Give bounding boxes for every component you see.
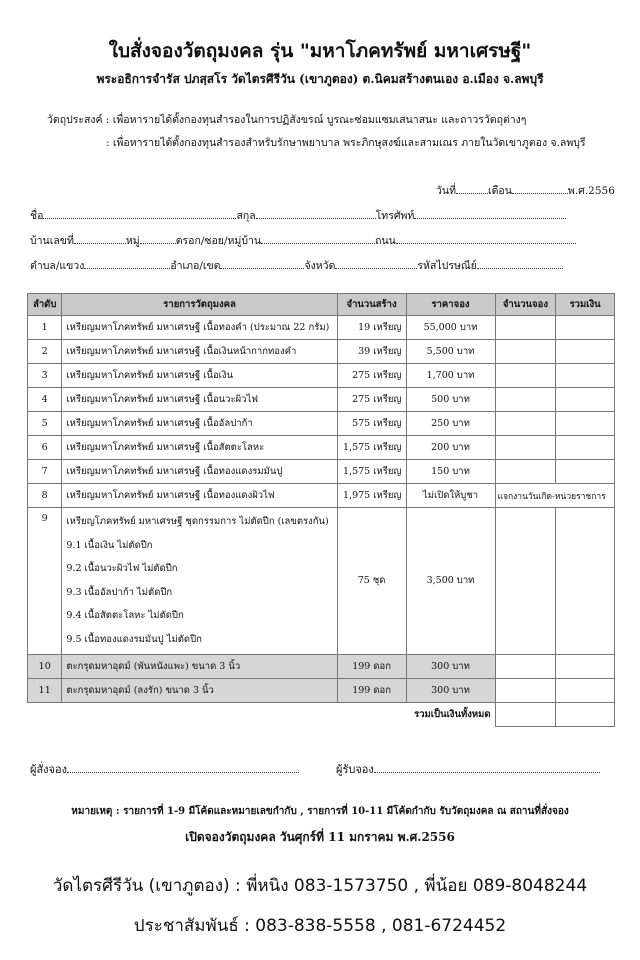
row-price: 1,700 บาท: [406, 364, 495, 388]
row-order-qty[interactable]: [495, 678, 556, 702]
row-order-qty[interactable]: [495, 316, 556, 340]
row-no: 3: [28, 364, 62, 388]
name-label: ชื่อ: [30, 210, 44, 222]
table-row: [28, 460, 615, 484]
row-price: 300 บาท: [406, 654, 495, 678]
row-amount[interactable]: [556, 412, 615, 436]
orderer-field[interactable]: [67, 763, 299, 773]
row-amount[interactable]: [556, 460, 615, 484]
row-order-qty[interactable]: [495, 460, 556, 484]
name-field[interactable]: [43, 209, 236, 219]
surname-label: สกุล: [236, 210, 256, 222]
month-label: เดือน: [488, 185, 512, 197]
house-label: บ้านเลขที่: [30, 235, 74, 247]
table-row: [28, 654, 615, 678]
moo-label: หมู่: [125, 235, 140, 247]
temple-subtitle: พระอธิการจำรัส ปภสฺสโร วัดไตรศีรีวัน (เขาภูตอง) ต.นิคมสร้างตนเอง อ.เมือง จ.ลพบุรี: [96, 72, 544, 86]
receiver-field[interactable]: [374, 763, 600, 773]
row-order-qty[interactable]: [495, 654, 556, 678]
sub-item: 9.5 เนื้อทองแดงรมมันปู ไม่ตัดปีก: [66, 633, 202, 645]
phone-field[interactable]: [414, 209, 566, 219]
province-field[interactable]: [335, 259, 417, 269]
row-price: 3,500 บาท: [406, 508, 495, 655]
row-item: เหรียญโภคทรัพย์ มหาเศรษฐี ชุดกรรมการ ไม่ตัดปีก (เลขตรงกัน): [66, 516, 329, 527]
row-item: ตะกรุดมหาอุดม์ (ลงรัก) ขนาด 3 นิ้ว: [62, 678, 337, 702]
opening-date: เปิดจองวัตถุมงคล วันศุกร์ที่ 11 มกราคม พ.ศ.2556: [185, 830, 455, 844]
house-field[interactable]: [74, 234, 126, 244]
row-price: ไม่เปิดให้บูชา: [406, 484, 495, 508]
month-field[interactable]: [512, 184, 568, 194]
row-qty: 39 เหรียญ: [337, 340, 406, 364]
objective-text-1: เพื่อหารายได้ตั้งกองทุนสำรองในการปฏิสังขรณ์ บูรณะซ่อมแซมเสนาสนะ และถาวรวัตถุต่างๆ: [112, 114, 527, 126]
row-qty: 19 เหรียญ: [337, 316, 406, 340]
row-amount[interactable]: [556, 364, 615, 388]
sub-item: 9.4 เนื้อสัตตะโลหะ ไม่ตัดปีก: [66, 610, 184, 622]
row-no: 2: [28, 340, 62, 364]
row-item: เหรียญมหาโภคทรัพย์ มหาเศรษฐี เนื้อทองแดงรมมันปู: [62, 460, 337, 484]
receiver-signature: [336, 760, 600, 778]
row-qty: 199 ดอก: [337, 654, 406, 678]
objective-line-2: [106, 134, 586, 151]
row-no: 7: [28, 460, 62, 484]
row-amount[interactable]: [556, 678, 615, 702]
row-order-qty[interactable]: [495, 508, 556, 655]
table-row: [28, 340, 615, 364]
row-no: 1: [28, 316, 62, 340]
road-label: ถนน: [375, 235, 396, 247]
row-note: แจกงานวันเกิด-หน่วยราชการ: [495, 484, 614, 508]
row-no: 5: [28, 412, 62, 436]
row-price: 500 บาท: [406, 388, 495, 412]
row-qty: 199 ดอก: [337, 678, 406, 702]
row-no: 11: [28, 678, 62, 702]
row-no: 10: [28, 654, 62, 678]
table-row: [28, 484, 615, 508]
header-price: ราคาจอง: [406, 294, 495, 316]
table-header-row: [28, 294, 615, 316]
province-label: จังหวัด: [304, 260, 336, 272]
objective-label: วัตถุประสงค์ :: [47, 114, 110, 126]
total-qty-field[interactable]: [495, 702, 556, 726]
total-row: [28, 702, 615, 726]
row-qty: 75 ชุด: [337, 508, 406, 655]
area-row: [30, 257, 563, 274]
table-row-set: [28, 508, 615, 655]
row-item: เหรียญมหาโภคทรัพย์ มหาเศรษฐี เนื้อเงิน: [62, 364, 337, 388]
row-price: 150 บาท: [406, 460, 495, 484]
contact-temple: วัดไตรศีรีวัน (เขาภูตอง) : พี่หนิง 083-1573750 , พี่น้อย 089-8048244: [52, 876, 588, 896]
total-amount-field[interactable]: [556, 702, 615, 726]
row-order-qty[interactable]: [495, 364, 556, 388]
subdistrict-label: ตำบล/แขวง: [30, 260, 85, 272]
moo-field[interactable]: [140, 234, 176, 244]
sub-item: 9.2 เนื้อนวะผิวไฟ ไม่ตัดปีก: [66, 563, 178, 575]
row-price: 300 บาท: [406, 678, 495, 702]
remark-note: หมายเหตุ : รายการที่ 1-9 มีโค้ดและหมายเลขกำกับ , รายการที่ 10-11 มีโค้ดกำกับ รับวัตถุมงคล ณ สถานที่สั่งจอง: [71, 806, 569, 817]
district-field[interactable]: [220, 259, 304, 269]
row-item: ตะกรุดมหาอุดม์ (พันหนังแพะ) ขนาด 3 นิ้ว: [62, 654, 337, 678]
date-label: วันที่: [436, 185, 456, 197]
alley-field[interactable]: [261, 234, 375, 244]
row-no: 4: [28, 388, 62, 412]
date-field[interactable]: [456, 184, 488, 194]
row-item: เหรียญมหาโภคทรัพย์ มหาเศรษฐี เนื้อนวะผิวไฟ: [62, 388, 337, 412]
table-row: [28, 436, 615, 460]
table-row: [28, 412, 615, 436]
row-item: เหรียญมหาโภคทรัพย์ มหาเศรษฐี เนื้อทองแดงผิวไฟ: [62, 484, 337, 508]
table-row: [28, 316, 615, 340]
row-qty: 1,575 เหรียญ: [337, 460, 406, 484]
table-row: [28, 678, 615, 702]
orderer-label: ผู้สั่งจอง: [30, 763, 67, 776]
row-item: เหรียญมหาโภคทรัพย์ มหาเศรษฐี เนื้อทองคำ (ประมาณ 22 กรัม): [62, 316, 337, 340]
row-price: 250 บาท: [406, 412, 495, 436]
row-amount[interactable]: [556, 508, 615, 655]
orderer-signature: [30, 760, 299, 778]
row-qty: 275 เหรียญ: [337, 364, 406, 388]
surname-field[interactable]: [256, 209, 376, 219]
objective-text-2: : เพื่อหารายได้ตั้งกองทุนสำรองสำหรับรักษาพยาบาล พระภิกษุสงฆ์และสามเณร ภายในวัดเขาภูตอง จ.ลพบุรี: [106, 137, 586, 149]
row-item: เหรียญมหาโภคทรัพย์ มหาเศรษฐี เนื้ออัลปาก้า: [62, 412, 337, 436]
document-title: ใบสั่งจองวัตถุมงคล รุ่น "มหาโภคทรัพย์ มหาเศรษฐี": [108, 40, 532, 62]
header-total: รวมเงิน: [556, 294, 615, 316]
row-set-item: [62, 508, 337, 655]
road-field[interactable]: [396, 234, 576, 244]
header-no: ลำดับ: [28, 294, 62, 316]
table-row: [28, 388, 615, 412]
row-order-qty[interactable]: [495, 340, 556, 364]
row-order-qty[interactable]: [495, 388, 556, 412]
postal-label: รหัสไปรษณีย์: [417, 260, 477, 272]
header-item: รายการวัตถุมงคล: [62, 294, 337, 316]
receiver-label: ผู้รับจอง: [336, 763, 374, 776]
row-amount[interactable]: [556, 340, 615, 364]
date-row: [436, 182, 615, 199]
row-qty: 1,975 เหรียญ: [337, 484, 406, 508]
address-row: [30, 232, 576, 249]
header-qty-order: จำนวนจอง: [495, 294, 556, 316]
objective-line-1: [47, 111, 526, 128]
row-qty: 1,575 เหรียญ: [337, 436, 406, 460]
total-label: รวมเป็นเงินทั้งหมด: [28, 702, 496, 726]
row-price: 55,000 บาท: [406, 316, 495, 340]
name-row: [30, 207, 566, 224]
row-qty: 275 เหรียญ: [337, 388, 406, 412]
table-row: [28, 364, 615, 388]
phone-label: โทรศัพท์: [375, 210, 415, 222]
row-price: 5,500 บาท: [406, 340, 495, 364]
subdistrict-field[interactable]: [84, 259, 170, 269]
row-item: เหรียญมหาโภคทรัพย์ มหาเศรษฐี เนื้อเงินหน้ากากทองคำ: [62, 340, 337, 364]
sub-item: 9.3 เนื้ออัลปาก้า ไม่ตัดปีก: [66, 586, 173, 598]
row-price: 200 บาท: [406, 436, 495, 460]
row-amount[interactable]: [556, 316, 615, 340]
district-label: อำเภอ/เขต: [170, 260, 221, 272]
alley-label: ตรอก/ซอย/หมู่บ้าน: [175, 235, 262, 247]
year-label: พ.ศ.2556: [567, 185, 615, 197]
row-qty: 575 เหรียญ: [337, 412, 406, 436]
row-no: 6: [28, 436, 62, 460]
header-qty-made: จำนวนสร้าง: [337, 294, 406, 316]
sub-item: 9.1 เนื้อเงิน ไม่ตัดปีก: [66, 539, 153, 551]
row-amount[interactable]: [556, 436, 615, 460]
row-no: 8: [28, 484, 62, 508]
row-item: เหรียญมหาโภคทรัพย์ มหาเศรษฐี เนื้อสัตตะโลหะ: [62, 436, 337, 460]
postal-field[interactable]: [477, 259, 563, 269]
row-amount[interactable]: [556, 388, 615, 412]
order-table: [27, 293, 615, 727]
contact-pr: ประชาสัมพันธ์ : 083-838-5558 , 081-6724452: [133, 916, 507, 936]
row-amount[interactable]: [556, 654, 615, 678]
row-no: 9: [28, 508, 62, 655]
row-order-qty[interactable]: [495, 412, 556, 436]
row-order-qty[interactable]: [495, 436, 556, 460]
